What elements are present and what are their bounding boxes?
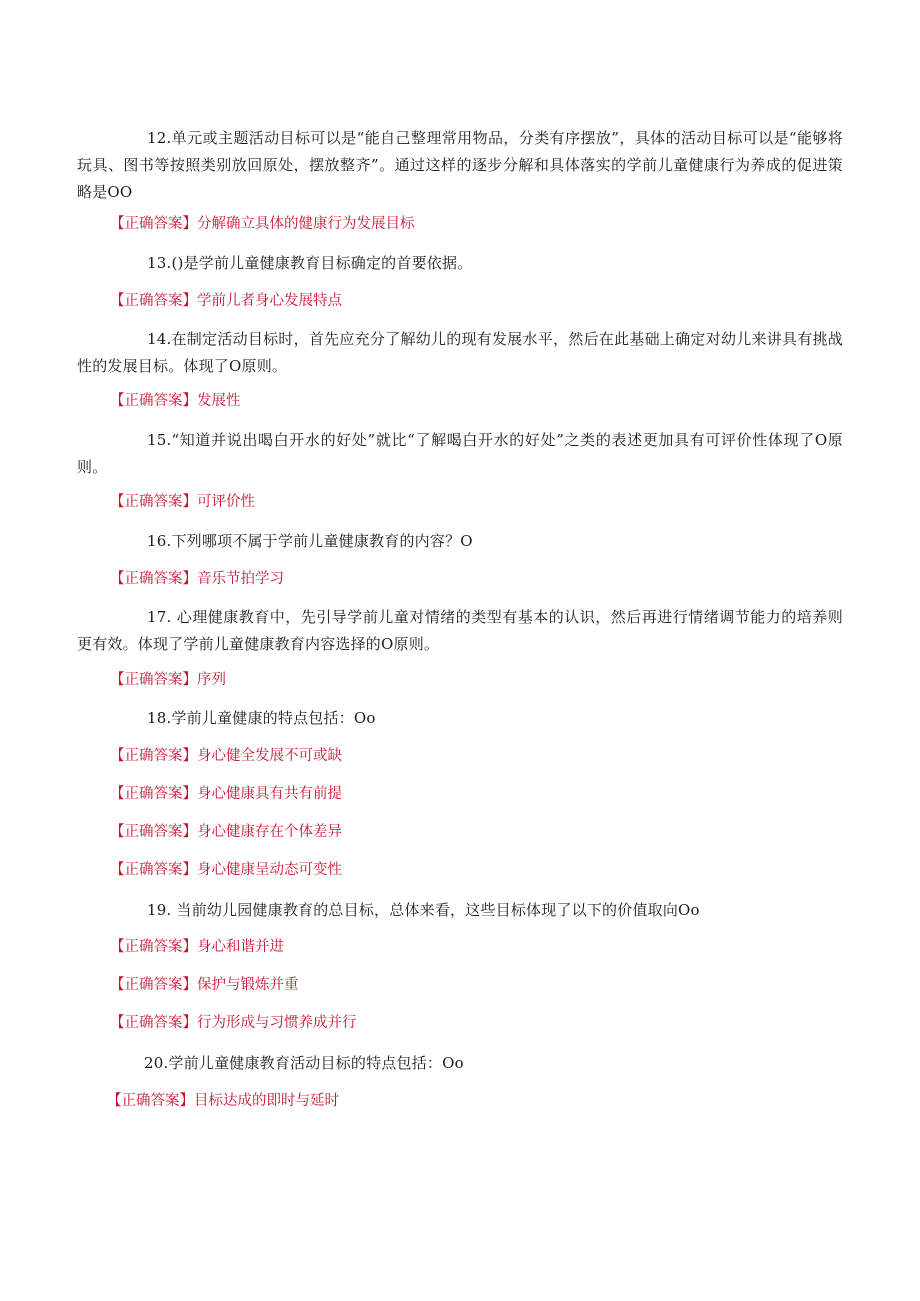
answer-19-3 <box>110 1013 357 1033</box>
answer-text: 身心健康呈动态可变性 <box>197 862 342 878</box>
answer-text: 音乐节拍学习 <box>197 571 284 587</box>
question-number: 19 <box>147 901 167 919</box>
question-number: 20 <box>144 1054 164 1072</box>
question-number: 18 <box>147 709 167 727</box>
answer-18-3 <box>110 822 342 842</box>
answer-text: 身心健康存在个体差异 <box>197 824 342 840</box>
answer-18-2 <box>110 784 342 804</box>
question-14 <box>77 326 843 380</box>
answer-text: 学前儿者身心发展特点 <box>197 293 342 309</box>
answer-text: 发展性 <box>197 393 241 409</box>
question-15 <box>77 427 843 481</box>
answer-18-4 <box>110 860 342 880</box>
answer-label: 【正确答案】 <box>110 216 197 232</box>
answer-label: 【正确答案】 <box>110 672 197 688</box>
answer-20-1 <box>107 1091 339 1111</box>
question-text: .()是学前儿童健康教育目标确定的首要依据。 <box>166 254 473 272</box>
answer-16-1 <box>110 569 284 589</box>
question-number: 17 <box>147 608 167 626</box>
answer-label: 【正确答案】 <box>110 1015 197 1031</box>
question-12 <box>77 125 843 206</box>
question-text: .下列哪项不属于学前儿童健康教育的内容？O <box>166 532 473 550</box>
answer-label: 【正确答案】 <box>110 939 197 955</box>
question-text: .单元或主题活动目标可以是“能自己整理常用物品，分类有序摆放”，具体的活动目标可以是“能够将玩具、图书等按照类别放回原处，摆放整齐”。通过这样的逐步分解和具体落实的学前儿童健康行为养成的促进策略是OO <box>77 129 843 201</box>
answer-17-1 <box>110 670 226 690</box>
question-text: . 心理健康教育中，先引导学前儿童对情绪的类型有基本的认识，然后再进行情绪调节能力的培养则更有效。体现了学前儿童健康教育内容选择的O原则。 <box>77 608 843 653</box>
answer-12-1 <box>110 214 415 234</box>
answer-label: 【正确答案】 <box>110 824 197 840</box>
answer-label: 【正确答案】 <box>110 786 197 802</box>
answer-text: 身心健康具有共有前提 <box>197 786 342 802</box>
answer-text: 分解确立具体的健康行为发展目标 <box>197 216 415 232</box>
answer-19-1 <box>110 937 284 957</box>
answer-text: 身心和谐并进 <box>197 939 284 955</box>
answer-text: 可评价性 <box>197 494 255 510</box>
answer-14-1 <box>110 391 241 411</box>
question-number: 12 <box>147 129 167 147</box>
answer-text: 身心健全发展不可或缺 <box>197 748 342 764</box>
question-text: .在制定活动目标时，首先应充分了解幼儿的现有发展水平，然后在此基础上确定对幼儿来讲具有挑战性的发展目标。体现了O原则。 <box>77 330 843 375</box>
answer-label: 【正确答案】 <box>107 1093 194 1109</box>
question-text: .学前儿童健康教育活动目标的特点包括：Oo <box>163 1054 464 1072</box>
answer-label: 【正确答案】 <box>110 571 197 587</box>
answer-15-1 <box>110 492 255 512</box>
question-16 <box>77 528 843 555</box>
question-number: 15 <box>147 431 167 449</box>
question-text: . 当前幼儿园健康教育的总目标，总体来看，这些目标体现了以下的价值取向Oo <box>166 901 700 919</box>
answer-label: 【正确答案】 <box>110 748 197 764</box>
answer-text: 保护与锻炼并重 <box>197 977 299 993</box>
question-text: .学前儿童健康的特点包括：Oo <box>166 709 376 727</box>
answer-label: 【正确答案】 <box>110 393 197 409</box>
answer-label: 【正确答案】 <box>110 293 197 309</box>
question-18 <box>77 705 843 732</box>
answer-label: 【正确答案】 <box>110 862 197 878</box>
answer-text: 行为形成与习惯养成并行 <box>197 1015 357 1031</box>
question-20 <box>74 1050 840 1077</box>
answer-label: 【正确答案】 <box>110 977 197 993</box>
answer-text: 目标达成的即时与延时 <box>194 1093 339 1109</box>
question-13 <box>77 250 843 277</box>
question-17 <box>77 604 843 658</box>
question-19 <box>77 897 843 924</box>
answer-13-1 <box>110 291 342 311</box>
question-text: .“知道并说出喝白开水的好处”就比“了解喝白开水的好处”之类的表述更加具有可评价性体现了O原则。 <box>77 431 843 476</box>
question-number: 16 <box>147 532 167 550</box>
answer-label: 【正确答案】 <box>110 494 197 510</box>
answer-text: 序列 <box>197 672 226 688</box>
answer-19-2 <box>110 975 299 995</box>
question-number: 13 <box>147 254 167 272</box>
answer-18-1 <box>110 746 342 766</box>
question-number: 14 <box>147 330 167 348</box>
